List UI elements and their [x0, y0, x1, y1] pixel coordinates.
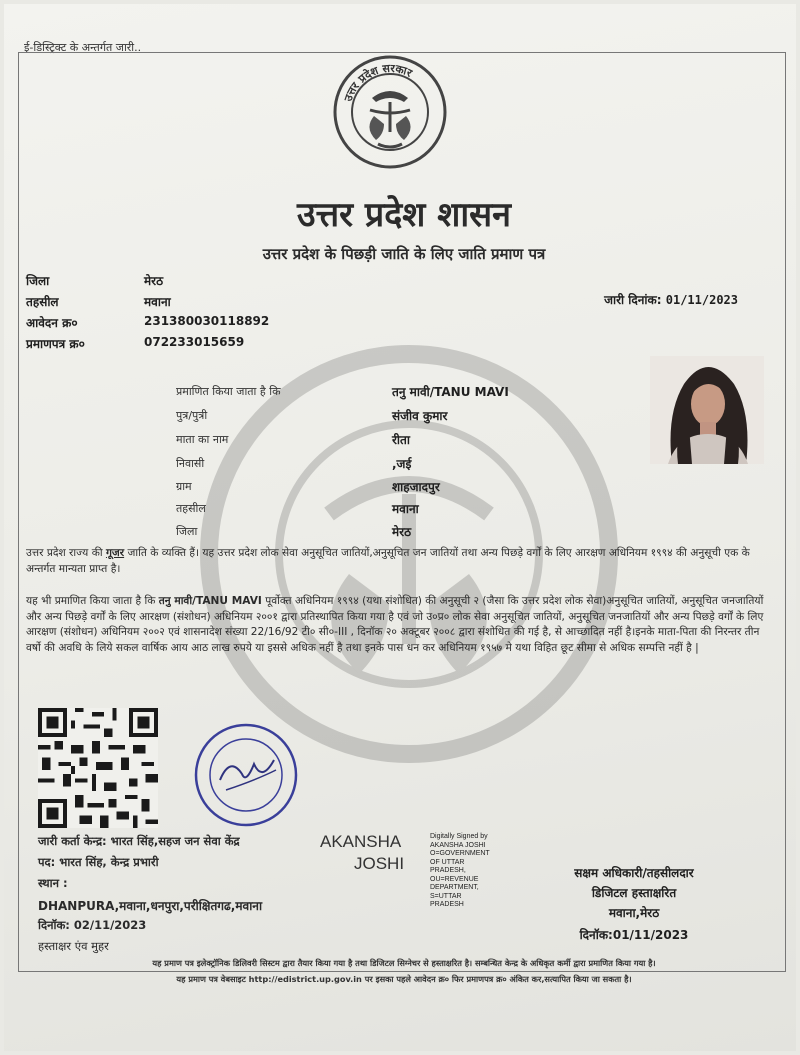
field-value-village: शाहजादपुर [392, 480, 440, 494]
field-value-name: तनु मावी/TANU MAVI [392, 385, 509, 399]
field-value-resident: ,जई [392, 457, 412, 471]
official-seal-icon [186, 720, 306, 830]
field-value-tehsil: मवाना [392, 502, 419, 516]
meta-label-tehsil: तहसील [26, 295, 59, 309]
page-subtitle: उत्तर प्रदेश के पिछड़ी जाति के लिए जाति प्रमाण पत्र [262, 245, 546, 263]
up-state-emblem-icon [332, 54, 448, 170]
paragraph-certification [26, 594, 766, 656]
page-title: उत्तर प्रदेश शासन [296, 195, 511, 235]
issuer-place-label: स्थान : [38, 876, 68, 890]
field-value-mother: रीता [392, 433, 410, 447]
signer-name-line1: AKANSHA [320, 832, 402, 851]
para1-text-b: जाति के व्यक्ति हैं। यह उत्तर प्रदेश लोक सेवा अनुसूचित जातियों,अनुसूचित जन जातियों तथा अन्य पिछड़े वर्गों के लिए आरक्षण अधिनियम १९९४ की अनुसूची एक के अन्तर्गत मान्यता प्राप्त है। [26, 547, 750, 575]
meta-value-application-no: 231380030118892 [144, 314, 270, 328]
emblem-text: उत्तर प्रदेश सरकार [341, 61, 415, 104]
issuer-center: जारी कर्ता केन्द्र: भारत सिंह,सहज जन सेवा केंद्र [38, 834, 240, 848]
field-label-resident: निवासी [176, 457, 205, 470]
applicant-photo [650, 356, 764, 464]
meta-label-district: जिला [26, 274, 50, 288]
footer-line-1: यह प्रमाण पत्र इलेक्ट्रॉनिक डिलिवरी सिस्टम द्वारा तैयार किया गया है तथा डिजिटल सिग्नेचर से हस्ताक्षरित है। सम्बन्धित केन्द्र के अधिकृत कर्मी द्वारा प्रमाणित किया गया है। [152, 958, 656, 968]
issuer-place: DHANPURA,मवाना,धनपुरा,परीक्षितगढ,मवाना [38, 899, 263, 913]
issuer-post: पद: भारत सिंह, केन्द्र प्रभारी [38, 855, 159, 869]
meta-value-certificate-no: 072233015659 [144, 335, 245, 349]
caste-name: गूजर [105, 547, 125, 559]
issuer-sign-note: हस्ताक्षर एंव मुहर [38, 939, 109, 953]
meta-label-application-no: आवेदन क्र० [26, 316, 78, 330]
field-value-father: संजीव कुमार [392, 409, 448, 423]
digital-signature-name [320, 831, 404, 875]
field-label-son-daughter: पुत्र/पुत्री [176, 409, 208, 422]
para2-text-a: यह भी प्रमाणित किया जाता है कि [26, 595, 159, 607]
meta-label-certificate-no: प्रमाणपत्र क्र० [26, 337, 85, 351]
field-label-village: ग्राम [176, 480, 192, 493]
authority-sign: डिजिटल हस्ताक्षरित [591, 886, 677, 900]
footer-line-2: यह प्रमाण पत्र वेबसाइट http://edistrict.up.gov.in पर इसका पहले आवेदन क्र० फिर प्रमाणपत्र क्र० अंकित कर,सत्यापित किया जा सकता है। [176, 974, 632, 984]
header-note: ई-डिस्ट्रिक्ट के अन्तर्गत जारी.. [24, 41, 142, 54]
field-label-certified: प्रमाणित किया जाता है कि [176, 385, 281, 398]
meta-value-tehsil: मवाना [144, 295, 171, 309]
para2-text-b: पूर्वोक्त अधिनियम १९९४ (यथा संशोधित) की अनुसूची २ (जैसा कि उत्तर प्रदेश लोक सेवा)अनुसूचित जातियों, अनुसूचित जनजातियों और अन्य पिछड़े वर्गों के लिए आरक्षण (संशोधन) अधिनियम २००१ द्वारा प्रतिस्थापित किया गया है एवं जो उ०प्र० लोक सेवा अनुसूचित जातियों, अनुसूचित जनजातियों और अन्य पिछड़े वर्गों के लिए आरक्षण (संशोधन) अधिनियम २००२ एवं शासनादेश संख्या 22/16/92 टी० सी०-III , दिनॉक २० अक्टूबर २००८ द्वारा संशोधित की गई है, से आच्छादित नहीं है।इनके माता-पिता की निरन्तर तीन वर्षो की अवधि के लिये सकल वार्षिक आय आठ लाख रुपये या इससे अधिक नहीं है तथा इनके पास धन कर अधिनियम १९५७ मे यथा विहित छूट सीमा से अधिक सम्पत्ति नहीं है | [26, 595, 764, 654]
issue-date [604, 291, 738, 308]
issue-date-value: 01/11/2023 [665, 293, 738, 307]
para2-name: तनु मावी/TANU MAVI [158, 595, 262, 607]
para1-text-a: उत्तर प्रदेश राज्य की [26, 547, 106, 559]
authority-date: दिनॉक:01/11/2023 [579, 928, 689, 942]
field-label-mother: माता का नाम [176, 433, 229, 446]
field-label-tehsil: तहसील [176, 502, 206, 515]
qr-code-icon [38, 708, 158, 828]
paragraph-caste [26, 546, 766, 577]
certificate-page [4, 4, 796, 1051]
field-label-district: जिला [176, 525, 198, 538]
meta-value-district: मेरठ [144, 274, 164, 288]
issue-date-label: जारी दिनांक: [604, 293, 662, 307]
issuer-date: दिनॉक: 02/11/2023 [38, 918, 147, 932]
signer-name-line2: JOSHI [354, 854, 405, 873]
authority-place: मवाना,मेरठ [608, 906, 660, 920]
authority-title: सक्षम अधिकारी/तहसीलदार [574, 866, 694, 880]
field-value-district: मेरठ [392, 525, 412, 539]
digital-signature-details: Digitally Signed by AKANSHA JOSHI O=GOVERNMENT OF UTTAR PRADESH, OU=REVENUE DEPARTMENT, S=UTTAR PRADESH [430, 833, 490, 908]
